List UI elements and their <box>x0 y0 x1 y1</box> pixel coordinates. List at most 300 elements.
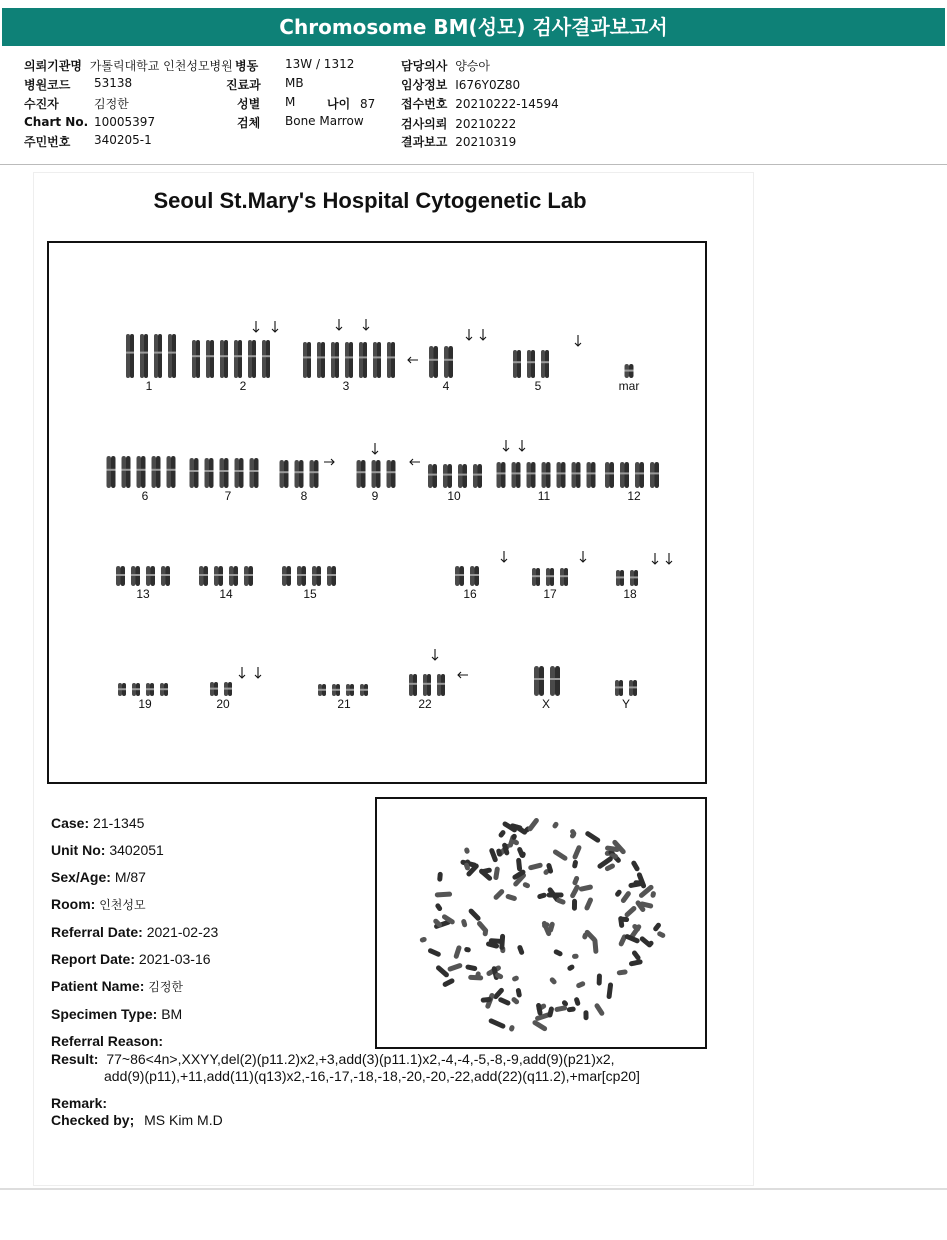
chromosome-13-band <box>146 574 155 576</box>
chromosome-14-band <box>229 574 238 576</box>
sex-age-row: Sex/Age: M/87 <box>51 869 146 885</box>
metaphase-chromosome <box>597 973 602 985</box>
chromosome-11-band <box>527 472 536 474</box>
metaphase-chromosome <box>584 897 594 912</box>
chromosome-11-chromatid <box>591 462 596 488</box>
chromosome-8-chromatid <box>299 460 304 488</box>
chromosome-15-band <box>282 574 291 576</box>
chromosome-12-chromatid <box>620 462 625 488</box>
down-arrow-icon <box>432 649 438 660</box>
chromosome-2-chromatid <box>238 340 242 378</box>
chromosome-2-chromatid <box>206 340 210 378</box>
chromosome-3-chromatid <box>321 342 325 378</box>
chromosome-3-chromatid <box>377 342 381 378</box>
chromosome-21-band <box>332 689 340 691</box>
unit-no-row: Unit No: 3402051 <box>51 842 164 858</box>
chromosome-label-1: 1 <box>145 379 153 393</box>
chromosome-label-18: 18 <box>623 587 637 601</box>
chromosome-4-band <box>429 359 438 361</box>
header-field-hospital-code: 병원코드 53138 <box>24 76 133 92</box>
down-arrow-icon <box>372 443 378 454</box>
result-karyotype-line1: 77~86<4n>,XXYY,del(2)(p11.2)x2,+3,add(3)(p11.1)x2,-4,-4,-5,-8,-9,add(9)(p21)x2, <box>106 1051 615 1067</box>
chromosome-6-chromatid <box>141 456 146 488</box>
metaphase-chromosome <box>465 964 478 971</box>
chromosome-label-17: 17 <box>543 587 557 601</box>
checked-by-row: Checked by; MS Kim M.D <box>51 1112 223 1128</box>
chromosome-7-chromatid <box>190 458 195 488</box>
metaphase-chromosome <box>517 944 525 955</box>
metaphase-chromosome <box>505 893 517 901</box>
chromosome-9-chromatid <box>361 460 366 488</box>
chromosome-4-chromatid <box>444 346 449 378</box>
chromosome-11-chromatid <box>576 462 581 488</box>
metaphase-chromosome <box>629 959 644 967</box>
chromosome-11-band <box>587 472 596 474</box>
chromosome-9-chromatid <box>387 460 392 488</box>
chromosome-17-band <box>532 575 540 577</box>
down-arrow-icon <box>255 667 261 678</box>
chromosome-label-12: 12 <box>627 489 641 503</box>
chromosome-15-band <box>327 574 336 576</box>
chromosome-18-band <box>630 576 638 578</box>
metaphase-chromosome <box>532 1019 549 1032</box>
metaphase-chromosome <box>435 964 450 978</box>
chromosome-label-8: 8 <box>300 489 308 503</box>
metaphase-chromosome <box>583 1010 588 1020</box>
header-field-specimen: 검체 Bone Marrow <box>237 114 364 130</box>
chromosome-22-chromatid <box>427 674 431 696</box>
chromosome-12-chromatid <box>640 462 645 488</box>
chromosome-3-band <box>331 356 339 358</box>
chromosome-6-chromatid <box>167 456 172 488</box>
header-divider <box>0 164 947 165</box>
metaphase-chromosome <box>537 892 548 900</box>
metaphase-chromosome <box>447 962 463 972</box>
chromosome-6-chromatid <box>126 456 131 488</box>
chromosome-9-chromatid <box>391 460 396 488</box>
chromosome-X-chromatid <box>534 666 539 696</box>
chromosome-6-chromatid <box>152 456 157 488</box>
chromosome-11-chromatid <box>501 462 506 488</box>
chromosome-6-band <box>137 469 146 471</box>
metaphase-chromosome <box>572 954 579 959</box>
chromosome-11-chromatid <box>497 462 502 488</box>
chromosome-label-15: 15 <box>303 587 317 601</box>
chromosome-6-chromatid <box>137 456 142 488</box>
metaphase-chromosome <box>476 920 489 934</box>
chromosome-4-chromatid <box>449 346 454 378</box>
chromosome-8-chromatid <box>284 460 289 488</box>
chromosome-5-band <box>513 361 521 363</box>
metaphase-chromosome <box>427 947 441 957</box>
chromosome-7-band <box>220 470 229 472</box>
chromosome-4-chromatid <box>434 346 439 378</box>
chromosome-4-chromatid <box>429 346 434 378</box>
chromosome-X-band <box>534 678 544 680</box>
header-field-age: 나이 87 <box>327 97 376 111</box>
chromosome-2-band <box>234 355 242 357</box>
chromosome-6-band <box>107 469 116 471</box>
metaphase-chromosome <box>522 881 531 888</box>
remark-row: Remark: <box>51 1095 108 1111</box>
patient-name-row: Patient Name: 김정한 <box>51 978 184 994</box>
chromosome-1-chromatid <box>154 334 158 378</box>
chromosome-label-11: 11 <box>537 489 551 503</box>
chromosome-9-chromatid <box>376 460 381 488</box>
metaphase-chromosome <box>468 975 483 981</box>
metaphase-chromosome <box>572 899 577 911</box>
chromosome-22-chromatid <box>437 674 441 696</box>
chromosome-label-X: X <box>541 697 551 711</box>
down-arrow-icon <box>336 319 342 330</box>
down-arrow-icon <box>503 440 509 451</box>
specimen-type-row: Specimen Type: BM <box>51 1006 183 1022</box>
chromosome-label-5: 5 <box>534 379 542 393</box>
metaphase-chromosome <box>552 849 568 862</box>
karyogram-panel <box>47 241 707 784</box>
chromosome-9-chromatid <box>357 460 362 488</box>
chromosome-2-band <box>206 355 214 357</box>
result-row: Result: 77~86<4n>,XXYY,del(2)(p11.2)x2,+3,add(3)(p11.1)x2,-4,-4,-5,-8,-9,add(9)(p21)x2, <box>51 1051 615 1067</box>
chromosome-7-chromatid <box>239 458 244 488</box>
down-arrow-icon <box>466 329 472 340</box>
chromosome-19-band <box>146 688 154 690</box>
chromosome-11-chromatid <box>527 462 532 488</box>
down-arrow-icon <box>253 321 259 332</box>
metaphase-chromosome <box>650 891 656 899</box>
chromosome-15-band <box>312 574 321 576</box>
chromosome-12-band <box>620 472 629 474</box>
chromosome-label-14: 14 <box>219 587 233 601</box>
metaphase-chromosome <box>453 945 462 960</box>
footer-divider <box>0 1188 947 1190</box>
chromosome-9-band <box>387 471 396 473</box>
chromosome-8-chromatid <box>280 460 285 488</box>
chromosome-2-chromatid <box>220 340 224 378</box>
chromosome-11-band <box>512 472 521 474</box>
metaphase-chromosome <box>614 889 623 898</box>
chromosome-21-band <box>360 689 368 691</box>
chromosome-3-chromatid <box>363 342 367 378</box>
chromosome-2-chromatid <box>234 340 238 378</box>
metaphase-chromosome <box>528 862 543 870</box>
down-arrow-icon <box>519 440 525 451</box>
chromosome-6-band <box>167 469 176 471</box>
chromosome-1-chromatid <box>158 334 162 378</box>
chromosome-3-chromatid <box>373 342 377 378</box>
chromosome-11-band <box>572 472 581 474</box>
chromosome-20-band <box>224 688 232 690</box>
chromosome-7-chromatid <box>254 458 259 488</box>
left-arrow-icon <box>408 357 418 363</box>
metaphase-chromosome <box>584 830 601 843</box>
referral-reason-row: Referral Reason: <box>51 1033 164 1049</box>
chromosome-2-chromatid <box>196 340 200 378</box>
lab-title: Seoul St.Mary's Hospital Cytogenetic Lab <box>153 188 587 213</box>
chromosome-22-band <box>423 683 431 685</box>
chromosome-10-band <box>443 474 452 476</box>
chromosome-8-chromatid <box>314 460 319 488</box>
chromosome-12-chromatid <box>625 462 630 488</box>
chromosome-22-chromatid <box>413 674 417 696</box>
down-arrow-icon <box>666 553 672 564</box>
chromosome-7-chromatid <box>205 458 210 488</box>
chromosome-8-chromatid <box>295 460 300 488</box>
chromosome-7-chromatid <box>194 458 199 488</box>
chromosome-5-chromatid <box>541 350 545 378</box>
chromosome-X-band <box>550 678 560 680</box>
chromosome-1-chromatid <box>144 334 148 378</box>
chromosome-5-chromatid <box>527 350 531 378</box>
chromosome-3-band <box>387 356 395 358</box>
chromosome-Y-band <box>629 686 637 688</box>
metaphase-chromosome <box>510 996 520 1005</box>
metaphase-chromosome <box>527 817 540 832</box>
chromosome-22-band <box>409 683 417 685</box>
metaphase-chromosome <box>617 969 628 975</box>
chromosome-12-chromatid <box>635 462 640 488</box>
chromosome-16-band <box>455 574 464 576</box>
chromosome-17-band <box>546 575 554 577</box>
chromosome-11-band <box>497 472 506 474</box>
chromosome-label-22: 22 <box>418 697 432 711</box>
chromosome-11-chromatid <box>572 462 577 488</box>
chromosome-6-chromatid <box>107 456 112 488</box>
metaphase-chromosome <box>656 930 666 938</box>
chromosome-2-band <box>192 355 200 357</box>
chromosome-7-chromatid <box>220 458 225 488</box>
metaphase-chromosome <box>553 949 564 958</box>
chromosome-2-chromatid <box>262 340 266 378</box>
chromosome-10-chromatid <box>478 464 483 488</box>
chromosome-12-band <box>605 472 614 474</box>
down-arrow-icon <box>363 319 369 330</box>
chromosome-1-chromatid <box>172 334 176 378</box>
chromosome-label-mar: mar <box>618 379 640 393</box>
down-arrow-icon <box>652 553 658 564</box>
chromosome-7-band <box>190 470 199 472</box>
chromosome-14-band <box>244 574 253 576</box>
chromosome-12-band <box>635 472 644 474</box>
chromosome-7-chromatid <box>209 458 214 488</box>
chromosome-6-chromatid <box>156 456 161 488</box>
chromosome-8-band <box>280 471 289 473</box>
chromosome-12-chromatid <box>605 462 610 488</box>
chromosome-3-chromatid <box>335 342 339 378</box>
down-arrow-icon <box>480 329 486 340</box>
chromosome-2-chromatid <box>248 340 252 378</box>
metaphase-chromosome <box>652 922 662 933</box>
chromosome-6-chromatid <box>171 456 176 488</box>
chromosome-3-chromatid <box>359 342 363 378</box>
chromosome-1-band <box>154 352 162 354</box>
karyogram-image <box>49 243 705 782</box>
chromosome-21-band <box>346 689 354 691</box>
chromosome-19-band <box>118 688 126 690</box>
chromosome-2-band <box>220 355 228 357</box>
chromosome-3-chromatid <box>317 342 321 378</box>
metaphase-chromosome <box>464 847 471 855</box>
chromosome-10-chromatid <box>428 464 433 488</box>
chromosome-16-band <box>470 574 479 576</box>
metaphase-chromosome <box>606 982 613 999</box>
metaphase-chromosome <box>578 884 593 892</box>
chromosome-9-band <box>372 471 381 473</box>
chromosome-7-chromatid <box>250 458 255 488</box>
referral-date-row: Referral Date: 2021-02-23 <box>51 924 219 940</box>
chromosome-10-band <box>458 474 467 476</box>
chromosome-11-chromatid <box>561 462 566 488</box>
chromosome-1-band <box>126 352 134 354</box>
metaphase-chromosome <box>575 981 586 989</box>
metaphase-image <box>377 799 705 1047</box>
header-field-report-date: 결과보고 20210319 <box>401 135 517 149</box>
chromosome-2-chromatid <box>210 340 214 378</box>
metaphase-chromosome <box>554 1005 568 1012</box>
chromosome-1-band <box>140 352 148 354</box>
chromosome-10-chromatid <box>443 464 448 488</box>
metaphase-chromosome <box>569 884 580 899</box>
right-arrow-icon <box>324 459 334 465</box>
header-field-resident-no: 주민번호 340205-1 <box>24 133 152 149</box>
chromosome-6-band <box>122 469 131 471</box>
chromosome-11-band <box>557 472 566 474</box>
chromosome-4-band <box>444 359 453 361</box>
chromosome-mar-band <box>625 370 634 372</box>
chromosome-22-chromatid <box>441 674 445 696</box>
chromosome-1-chromatid <box>126 334 130 378</box>
metaphase-chromosome <box>435 892 453 898</box>
chromosome-label-4: 4 <box>442 379 450 393</box>
chromosome-11-chromatid <box>512 462 517 488</box>
chromosome-7-band <box>235 470 244 472</box>
header-field-sex: 성별 M <box>237 95 296 111</box>
chromosome-8-chromatid <box>310 460 315 488</box>
metaphase-chromosome <box>594 1002 606 1016</box>
chromosome-11-chromatid <box>516 462 521 488</box>
chromosome-3-chromatid <box>387 342 391 378</box>
chromosome-11-chromatid <box>587 462 592 488</box>
chromosome-label-2: 2 <box>239 379 247 393</box>
chromosome-3-band <box>317 356 325 358</box>
metaphase-chromosome <box>515 988 522 998</box>
chromosome-1-chromatid <box>130 334 134 378</box>
metaphase-chromosome <box>573 997 580 1007</box>
room-row: Room: 인천성모 <box>51 896 146 912</box>
chromosome-12-chromatid <box>650 462 655 488</box>
chromosome-11-chromatid <box>557 462 562 488</box>
chromosome-12-chromatid <box>655 462 660 488</box>
chromosome-22-chromatid <box>409 674 413 696</box>
chromosome-7-band <box>250 470 259 472</box>
metaphase-chromosome <box>620 890 632 904</box>
chromosome-11-chromatid <box>546 462 551 488</box>
header-field-ward: 병동 13W / 1312 <box>235 57 355 73</box>
chromosome-2-chromatid <box>266 340 270 378</box>
chromosome-22-chromatid <box>423 674 427 696</box>
metaphase-chromosome <box>516 858 522 872</box>
chromosome-3-band <box>303 356 311 358</box>
chromosome-7-chromatid <box>224 458 229 488</box>
header-field-department: 진료과 MB <box>226 76 304 92</box>
chromosome-14-band <box>214 574 223 576</box>
chromosome-9-band <box>357 471 366 473</box>
chromosome-13-band <box>116 574 125 576</box>
chromosome-5-band <box>541 361 549 363</box>
metaphase-chromosome <box>434 902 443 912</box>
metaphase-chromosome <box>461 918 468 927</box>
chromosome-2-band <box>248 355 256 357</box>
metaphase-chromosome <box>551 821 559 830</box>
metaphase-chromosome <box>572 844 582 860</box>
chromosome-3-chromatid <box>391 342 395 378</box>
chromosome-17-band <box>560 575 568 577</box>
chromosome-15-band <box>297 574 306 576</box>
metaphase-chromosome <box>566 1006 576 1012</box>
chromosome-3-band <box>373 356 381 358</box>
chromosome-8-band <box>295 471 304 473</box>
chromosome-8-band <box>310 471 319 473</box>
metaphase-chromosome <box>419 936 427 943</box>
chromosome-3-chromatid <box>331 342 335 378</box>
chromosome-label-19: 19 <box>138 697 152 711</box>
metaphase-panel <box>375 797 707 1049</box>
chromosome-7-chromatid <box>235 458 240 488</box>
chromosome-20-band <box>210 688 218 690</box>
chromosome-7-band <box>205 470 214 472</box>
header-field-receipt-no: 접수번호 20210222-14594 <box>401 97 559 111</box>
chromosome-19-band <box>160 688 168 690</box>
chromosome-2-band <box>262 355 270 357</box>
chromosome-18-band <box>616 576 624 578</box>
metaphase-chromosome <box>493 888 506 901</box>
chromosome-label-9: 9 <box>371 489 379 503</box>
metaphase-chromosome <box>630 860 640 872</box>
down-arrow-icon <box>272 321 278 332</box>
left-arrow-icon <box>410 459 420 465</box>
chromosome-label-3: 3 <box>342 379 350 393</box>
metaphase-chromosome <box>572 859 579 868</box>
chromosome-2-chromatid <box>224 340 228 378</box>
chromosome-13-band <box>161 574 170 576</box>
chromosome-5-chromatid <box>531 350 535 378</box>
chromosome-12-band <box>650 472 659 474</box>
chromosome-label-Y: Y <box>621 697 631 711</box>
metaphase-chromosome <box>497 996 511 1006</box>
metaphase-chromosome <box>488 1018 506 1030</box>
chromosome-21-band <box>318 689 326 691</box>
chromosome-label-21: 21 <box>337 697 351 711</box>
chromosome-X-chromatid <box>555 666 560 696</box>
chromosome-22-band <box>437 683 445 685</box>
header-field-clinical-info: 임상정보 I676Y0Z80 <box>401 78 521 92</box>
chromosome-1-chromatid <box>140 334 144 378</box>
metaphase-chromosome <box>511 975 519 982</box>
metaphase-chromosome <box>549 976 558 985</box>
metaphase-chromosome <box>468 908 482 922</box>
chromosome-X-chromatid <box>550 666 555 696</box>
chromosome-3-chromatid <box>307 342 311 378</box>
metaphase-chromosome <box>547 893 564 898</box>
report-title-bar <box>2 8 945 46</box>
metaphase-chromosome <box>566 964 575 972</box>
chromosome-10-chromatid <box>448 464 453 488</box>
chromosome-10-band <box>473 474 482 476</box>
left-arrow-icon <box>458 672 468 678</box>
chromosome-3-chromatid <box>349 342 353 378</box>
chromosome-11-chromatid <box>531 462 536 488</box>
down-arrow-icon <box>501 551 507 562</box>
